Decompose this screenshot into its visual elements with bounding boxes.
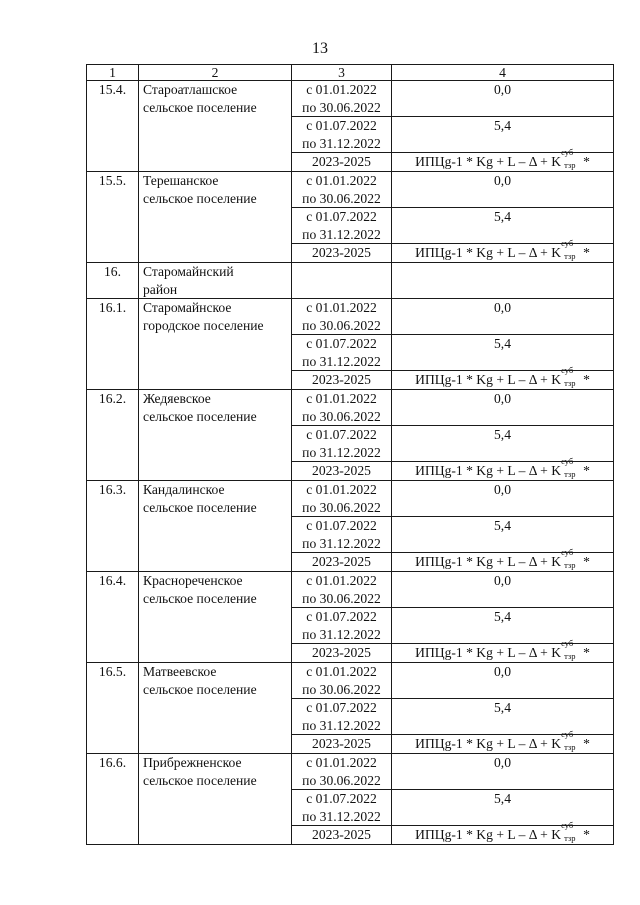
formula-asterisk: * xyxy=(583,154,590,169)
header-cell-3: 3 xyxy=(292,65,392,81)
period-second-half xyxy=(292,699,392,735)
item-number: 16.1. xyxy=(87,299,139,390)
settlement-name-line: район xyxy=(143,281,178,297)
settlement-name-line: Краснореченское xyxy=(143,573,243,588)
period-start: с 01.01.2022 xyxy=(306,173,377,188)
table-row xyxy=(87,754,614,790)
formula-superscript: суб xyxy=(561,547,574,557)
formula-cell xyxy=(392,547,614,572)
settlement-name-line: сельское поселение xyxy=(143,190,257,206)
period-years: 2023-2025 xyxy=(292,553,392,572)
period-start: с 01.07.2022 xyxy=(306,791,377,806)
item-number: 16. xyxy=(87,263,139,299)
formula-subscript: тзр xyxy=(564,651,576,661)
page-number: 13 xyxy=(312,40,328,57)
settlement-name-line: сельское поселение xyxy=(143,681,257,697)
period-second-half xyxy=(292,335,392,371)
value-first-half: 0,0 xyxy=(392,390,614,426)
item-number: 16.6. xyxy=(87,754,139,845)
item-number: 16.5. xyxy=(87,663,139,754)
period-second-half xyxy=(292,426,392,462)
period-start: с 01.01.2022 xyxy=(306,755,377,770)
value-first-half: 0,0 xyxy=(392,299,614,335)
period-years: 2023-2025 xyxy=(292,735,392,754)
formula-main: ИПЦg-1 * Kg + L – Δ + K xyxy=(415,245,562,260)
period-start: с 01.01.2022 xyxy=(306,664,377,679)
settlement-name xyxy=(139,754,292,845)
table-row xyxy=(87,663,614,699)
settlement-name-line: Терешанское xyxy=(143,173,219,188)
header-cell-1: 1 xyxy=(87,65,139,81)
formula-superscript: суб xyxy=(561,729,574,739)
period-first-half xyxy=(292,172,392,208)
formula-cell xyxy=(392,729,614,754)
settlement-name-line: Жедяевское xyxy=(143,391,211,406)
formula-main: ИПЦg-1 * Kg + L – Δ + K xyxy=(415,736,562,751)
period-second-half xyxy=(292,208,392,244)
formula-subscript: тзр xyxy=(564,560,576,570)
period-end: по 30.06.2022 xyxy=(302,499,381,515)
table-row-district xyxy=(87,263,614,299)
table-row xyxy=(87,390,614,426)
formula-index xyxy=(561,238,583,261)
period-cell-empty xyxy=(292,263,392,299)
period-end: по 31.12.2022 xyxy=(302,535,381,551)
table-row xyxy=(87,481,614,517)
header-row xyxy=(87,65,614,81)
formula-superscript: суб xyxy=(561,820,574,830)
period-second-half xyxy=(292,608,392,644)
header-cell-4: 4 xyxy=(392,65,614,81)
value-second-half: 5,4 xyxy=(392,426,614,462)
period-years: 2023-2025 xyxy=(292,244,392,263)
table-row xyxy=(87,572,614,608)
period-start: с 01.07.2022 xyxy=(306,700,377,715)
formula-subscript: тзр xyxy=(564,833,576,843)
formula-main: ИПЦg-1 * Kg + L – Δ + K xyxy=(415,827,562,842)
period-start: с 01.01.2022 xyxy=(306,391,377,406)
formula-cell xyxy=(392,147,614,172)
period-first-half xyxy=(292,299,392,335)
settlement-name-line: сельское поселение xyxy=(143,499,257,515)
value-first-half: 0,0 xyxy=(392,81,614,117)
period-start: с 01.07.2022 xyxy=(306,518,377,533)
formula-index xyxy=(561,820,583,843)
formula-superscript: суб xyxy=(561,238,574,248)
formula-main: ИПЦg-1 * Kg + L – Δ + K xyxy=(415,554,562,569)
settlement-name-line: Старомайнский xyxy=(143,264,234,279)
period-start: с 01.07.2022 xyxy=(306,336,377,351)
table-body xyxy=(87,81,614,845)
period-start: с 01.01.2022 xyxy=(306,573,377,588)
header-cell-2: 2 xyxy=(139,65,292,81)
formula-superscript: суб xyxy=(561,456,574,466)
period-start: с 01.07.2022 xyxy=(306,609,377,624)
settlement-name xyxy=(139,81,292,172)
period-end: по 30.06.2022 xyxy=(302,99,381,115)
formula-cell xyxy=(392,365,614,390)
item-number: 15.4. xyxy=(87,81,139,172)
formula-superscript: суб xyxy=(561,365,574,375)
value-second-half: 5,4 xyxy=(392,208,614,244)
table-row xyxy=(87,81,614,117)
formula-asterisk: * xyxy=(583,372,590,387)
table-row xyxy=(87,172,614,208)
formula-subscript: тзр xyxy=(564,160,576,170)
settlement-name-line: Прибрежненское xyxy=(143,755,242,770)
period-years: 2023-2025 xyxy=(292,644,392,663)
formula-cell xyxy=(392,820,614,845)
value-first-half: 0,0 xyxy=(392,572,614,608)
formula-asterisk: * xyxy=(583,736,590,751)
period-first-half xyxy=(292,754,392,790)
formula-index xyxy=(561,456,583,479)
settlement-name-line: сельское поселение xyxy=(143,99,257,115)
period-end: по 31.12.2022 xyxy=(302,717,381,733)
settlement-name xyxy=(139,390,292,481)
formula-main: ИПЦg-1 * Kg + L – Δ + K xyxy=(415,154,562,169)
settlement-name xyxy=(139,572,292,663)
period-end: по 30.06.2022 xyxy=(302,772,381,788)
formula-main: ИПЦg-1 * Kg + L – Δ + K xyxy=(415,463,562,478)
settlement-name-line: Матвеевское xyxy=(143,664,217,679)
period-first-half xyxy=(292,663,392,699)
period-first-half xyxy=(292,481,392,517)
period-years: 2023-2025 xyxy=(292,462,392,481)
period-years: 2023-2025 xyxy=(292,826,392,845)
settlement-name-line: Старомайнское xyxy=(143,300,232,315)
formula-superscript: суб xyxy=(561,147,574,157)
value-second-half: 5,4 xyxy=(392,608,614,644)
period-end: по 31.12.2022 xyxy=(302,353,381,369)
period-end: по 30.06.2022 xyxy=(302,317,381,333)
formula-cell xyxy=(392,638,614,663)
value-first-half: 0,0 xyxy=(392,754,614,790)
settlement-name xyxy=(139,263,292,299)
settlement-name xyxy=(139,481,292,572)
period-end: по 30.06.2022 xyxy=(302,681,381,697)
formula-index xyxy=(561,638,583,661)
settlement-name xyxy=(139,172,292,263)
formula-asterisk: * xyxy=(583,645,590,660)
period-start: с 01.01.2022 xyxy=(306,300,377,315)
value-second-half: 5,4 xyxy=(392,517,614,553)
value-second-half: 5,4 xyxy=(392,335,614,371)
period-start: с 01.07.2022 xyxy=(306,209,377,224)
formula-cell xyxy=(392,456,614,481)
formula-index xyxy=(561,365,583,388)
formula-subscript: тзр xyxy=(564,251,576,261)
period-start: с 01.07.2022 xyxy=(306,118,377,133)
item-number: 15.5. xyxy=(87,172,139,263)
formula-main: ИПЦg-1 * Kg + L – Δ + K xyxy=(415,372,562,387)
item-number: 16.2. xyxy=(87,390,139,481)
period-end: по 31.12.2022 xyxy=(302,226,381,242)
formula-index xyxy=(561,547,583,570)
formula-subscript: тзр xyxy=(564,742,576,752)
formula-subscript: тзр xyxy=(564,469,576,479)
settlement-name-line: сельское поселение xyxy=(143,408,257,424)
formula-asterisk: * xyxy=(583,554,590,569)
formula-asterisk: * xyxy=(583,827,590,842)
settlement-name-line: Староатлашское xyxy=(143,82,238,97)
period-end: по 30.06.2022 xyxy=(302,190,381,206)
period-end: по 31.12.2022 xyxy=(302,135,381,151)
value-first-half: 0,0 xyxy=(392,481,614,517)
formula-cell xyxy=(392,238,614,263)
value-second-half: 5,4 xyxy=(392,699,614,735)
settlement-name-line: сельское поселение xyxy=(143,772,257,788)
settlement-name-line: сельское поселение xyxy=(143,590,257,606)
period-first-half xyxy=(292,81,392,117)
period-end: по 30.06.2022 xyxy=(302,408,381,424)
formula-asterisk: * xyxy=(583,463,590,478)
value-second-half: 5,4 xyxy=(392,117,614,153)
period-start: с 01.07.2022 xyxy=(306,427,377,442)
formula-superscript: суб xyxy=(561,638,574,648)
formula-index xyxy=(561,729,583,752)
formula-index xyxy=(561,147,583,170)
value-first-half: 0,0 xyxy=(392,663,614,699)
value-first-half: 0,0 xyxy=(392,172,614,208)
value-second-half: 5,4 xyxy=(392,790,614,826)
period-first-half xyxy=(292,390,392,426)
formula-asterisk: * xyxy=(583,245,590,260)
period-first-half xyxy=(292,572,392,608)
period-end: по 30.06.2022 xyxy=(302,590,381,606)
table-row xyxy=(87,299,614,335)
settlement-name-line: городское поселение xyxy=(143,317,264,333)
period-years: 2023-2025 xyxy=(292,371,392,390)
period-second-half xyxy=(292,517,392,553)
period-end: по 31.12.2022 xyxy=(302,444,381,460)
period-second-half xyxy=(292,790,392,826)
settlement-name xyxy=(139,663,292,754)
value-cell-empty xyxy=(392,263,614,299)
settlement-name xyxy=(139,299,292,390)
tariff-table xyxy=(86,64,614,845)
period-end: по 31.12.2022 xyxy=(302,808,381,824)
formula-main: ИПЦg-1 * Kg + L – Δ + K xyxy=(415,645,562,660)
period-start: с 01.01.2022 xyxy=(306,82,377,97)
item-number: 16.4. xyxy=(87,572,139,663)
period-second-half xyxy=(292,117,392,153)
period-start: с 01.01.2022 xyxy=(306,482,377,497)
settlement-name-line: Кандалинское xyxy=(143,482,225,497)
period-years: 2023-2025 xyxy=(292,153,392,172)
formula-subscript: тзр xyxy=(564,378,576,388)
item-number: 16.3. xyxy=(87,481,139,572)
period-end: по 31.12.2022 xyxy=(302,626,381,642)
